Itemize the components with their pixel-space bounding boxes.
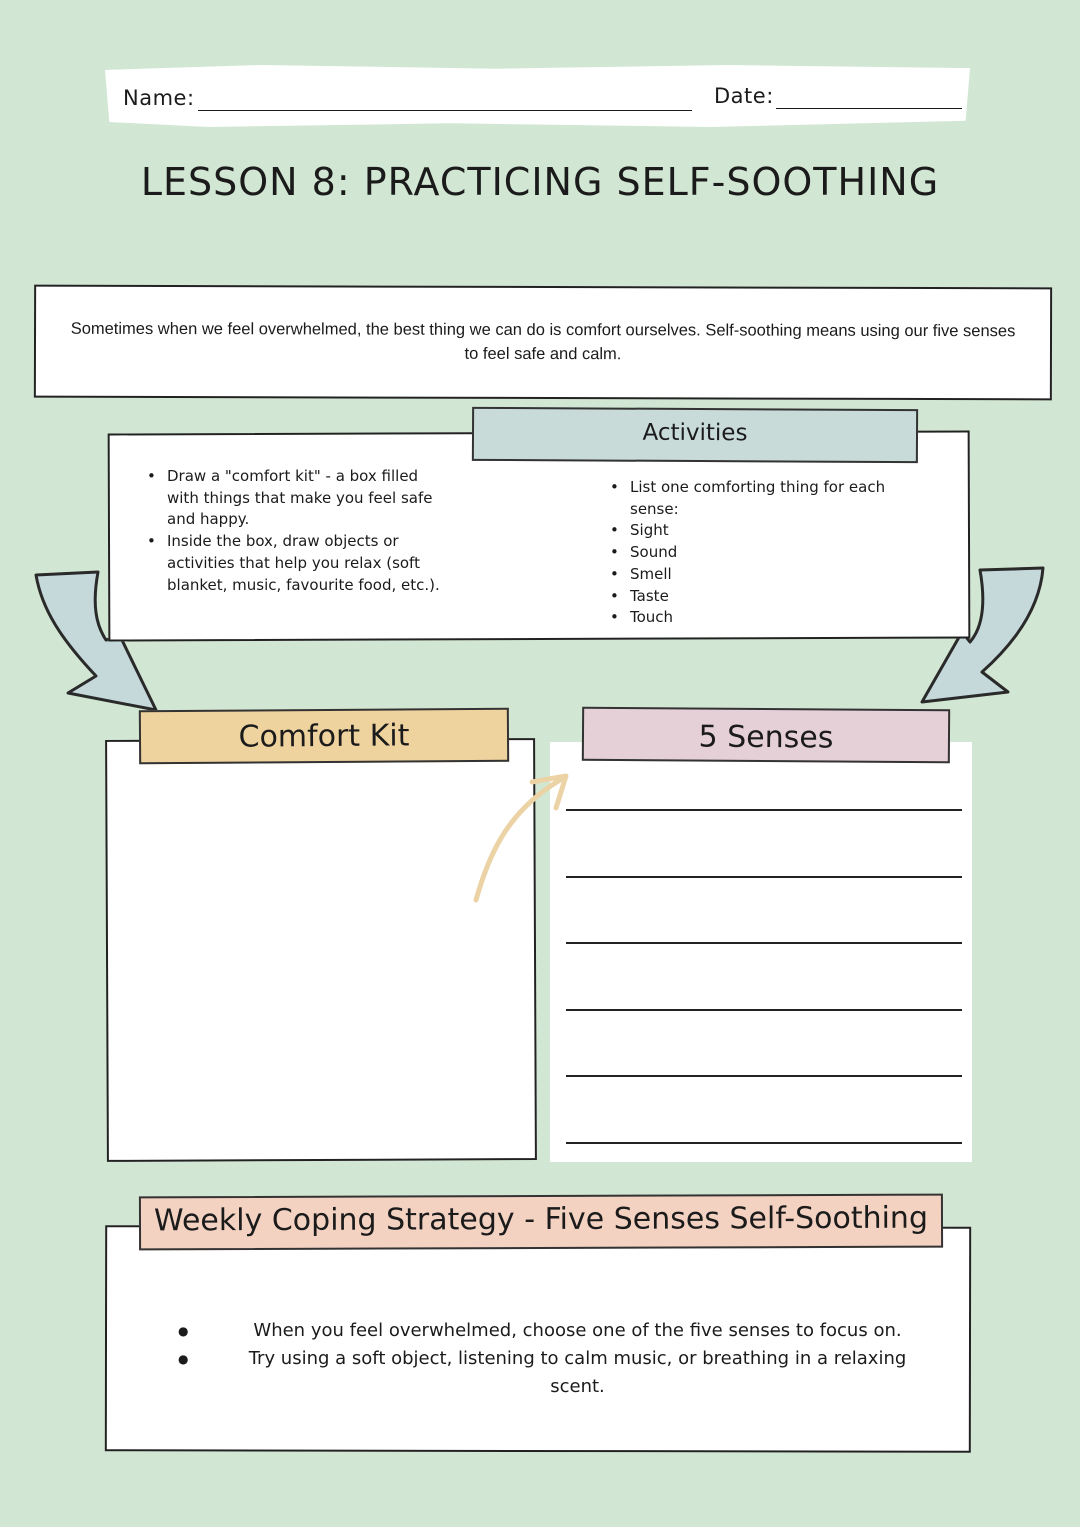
weekly-strategy-tab: Weekly Coping Strategy - Five Senses Self-Soothing (139, 1194, 943, 1251)
list-item-text: ● Try using a soft object, listening to calm music, or breathing in a relaxing scent. (248, 1348, 907, 1397)
list-item-text: ● When you feel overwhelmed, choose one of the five senses to focus on. (253, 1320, 902, 1341)
list-item: • List one comforting thing for each sense: (608, 477, 938, 520)
list-item: • Smell (608, 564, 938, 586)
list-item (175, 1345, 935, 1401)
page-title: LESSON 8: PRACTICING SELF-SOOTHING (140, 160, 940, 204)
five-senses-tab: 5 Senses (582, 707, 950, 764)
curved-arrow-icon (476, 780, 560, 900)
list-item (175, 1317, 935, 1345)
comfort-kit-tab: Comfort Kit (139, 708, 509, 765)
intro-text: Sometimes when we feel overwhelmed, the best thing we can do is comfort ourselves. Self-soothing means using our five senses to feel safe and calm. (70, 319, 1016, 364)
date-label: Date: (714, 84, 774, 108)
list-item: • Draw a "comfort kit" - a box filled with things that make you feel safe and happy. (145, 466, 450, 531)
list-item: • Taste (608, 586, 938, 608)
list-item: • Sight (608, 520, 938, 542)
list-item: • Inside the box, draw objects or activities that help you relax (soft blanket, music, favourite food, etc.). (145, 531, 450, 596)
list-item: • Touch (608, 607, 938, 629)
list-item: • Sound (608, 542, 938, 564)
activities-tab: Activities (472, 407, 918, 463)
name-label: Name: (123, 86, 195, 110)
weekly-strategy-list (175, 1317, 935, 1401)
